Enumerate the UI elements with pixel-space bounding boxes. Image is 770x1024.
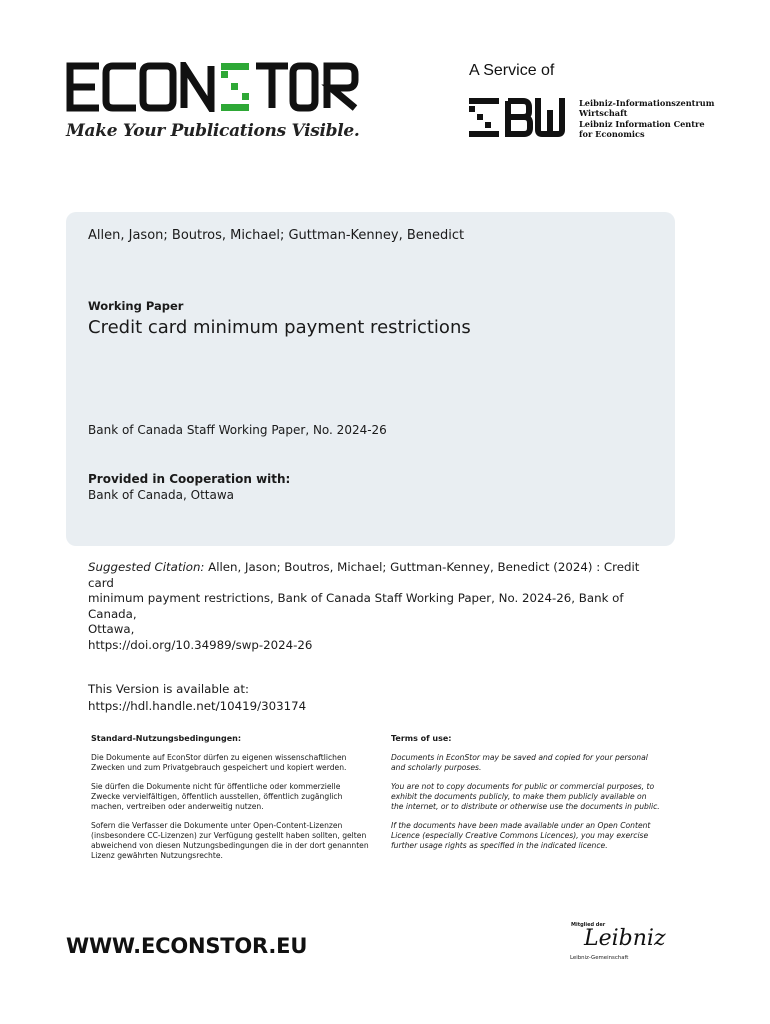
terms-english-paragraph: You are not to copy documents for public or commercial purposes, to exhibit the documents publicly, to make them publicly available on the internet, or to distribute or otherwise use the documents in public. [391, 782, 660, 811]
cooperation-label: Provided in Cooperation with: [88, 472, 291, 486]
terms-german-paragraph: Die Dokumente auf EconStor dürfen zu eigenen wissenschaftlichen Zwecken und zum Privatgebrauch gespeichert und kopiert werden. [91, 753, 347, 772]
econstor-logo[interactable] [66, 62, 360, 112]
citation-label: Suggested Citation: [88, 560, 205, 574]
version-handle-link[interactable]: https://hdl.handle.net/10419/303174 [88, 699, 307, 713]
terms-german-paragraph: Sofern die Verfasser die Dokumente unter Open-Content-Lizenzen (insbesondere CC-Lizenzen) zur Verfügung gestellt haben sollten, gelten abweichend von diesen Nutzungsbedingungen die in der dort genannten Lizenz gewährten Nutzungsrechte. [91, 821, 369, 860]
citation-line-2: minimum payment restrictions, Bank of Canada Staff Working Paper, No. 2024-26, Bank of Canada, [88, 591, 624, 621]
terms-english [391, 734, 661, 860]
leibniz-logo [566, 922, 666, 972]
authors: Allen, Jason; Boutros, Michael; Guttman-Kenney, Benedict [88, 228, 465, 243]
tagline: Make Your Publications Visible. [66, 121, 360, 141]
zbw-line: Leibniz Information Centre [579, 118, 705, 129]
document-type: Working Paper [88, 299, 184, 313]
econstor-logo-graphic [66, 62, 360, 112]
citation-line-1 [88, 560, 658, 591]
version-info [88, 681, 306, 715]
website-link[interactable]: WWW.ECONSTOR.EU [66, 934, 308, 958]
citation-text: Allen, Jason; Boutros, Michael; Guttman-Kenney, Benedict (2024) : Credit card [88, 560, 640, 590]
version-label: This Version is available at: [88, 682, 249, 696]
service-of-label: A Service of [469, 62, 555, 79]
terms-german-paragraph: Sie dürfen die Dokumente nicht für öffentliche oder kommerzielle Zwecke vervielfältigen, öffentlich ausstellen, öffentlich zugänglich machen, vertreiben oder anderweitig nutzen. [91, 782, 343, 811]
suggested-citation [88, 560, 658, 653]
terms-german-heading: Standard-Nutzungsbedingungen: [91, 734, 242, 743]
cooperation-organization: Bank of Canada, Ottawa [88, 488, 235, 502]
terms-german [91, 734, 371, 870]
leibniz-gemeinschaft-label: Leibniz-Gemeinschaft [570, 955, 629, 961]
citation-doi-link[interactable]: https://doi.org/10.34989/swp-2024-26 [88, 637, 313, 652]
series-info: Bank of Canada Staff Working Paper, No. 2024-26 [88, 423, 387, 437]
terms-english-heading: Terms of use: [391, 734, 452, 743]
zbw-institution-name [579, 98, 714, 140]
zbw-line: Wirtschaft [579, 108, 628, 119]
citation-line-3: Ottawa, [88, 622, 135, 636]
zbw-logo-graphic [469, 98, 565, 138]
leibniz-signature: Leibniz [584, 926, 666, 951]
zbw-logo[interactable] [469, 98, 565, 142]
zbw-line: Leibniz-Informationszentrum [579, 98, 715, 108]
zbw-line: for Economics [579, 129, 645, 140]
terms-english-paragraph: Documents in EconStor may be saved and copied for your personal and scholarly purposes. [391, 753, 648, 772]
leibniz-member-label: Mitglied der [571, 922, 606, 928]
document-title: Credit card minimum payment restrictions [88, 317, 471, 338]
terms-english-paragraph: If the documents have been made available under an Open Content Licence (especially Creative Commons Licences), you may exercise further usage rights as specified in the indicated licence. [391, 821, 651, 850]
